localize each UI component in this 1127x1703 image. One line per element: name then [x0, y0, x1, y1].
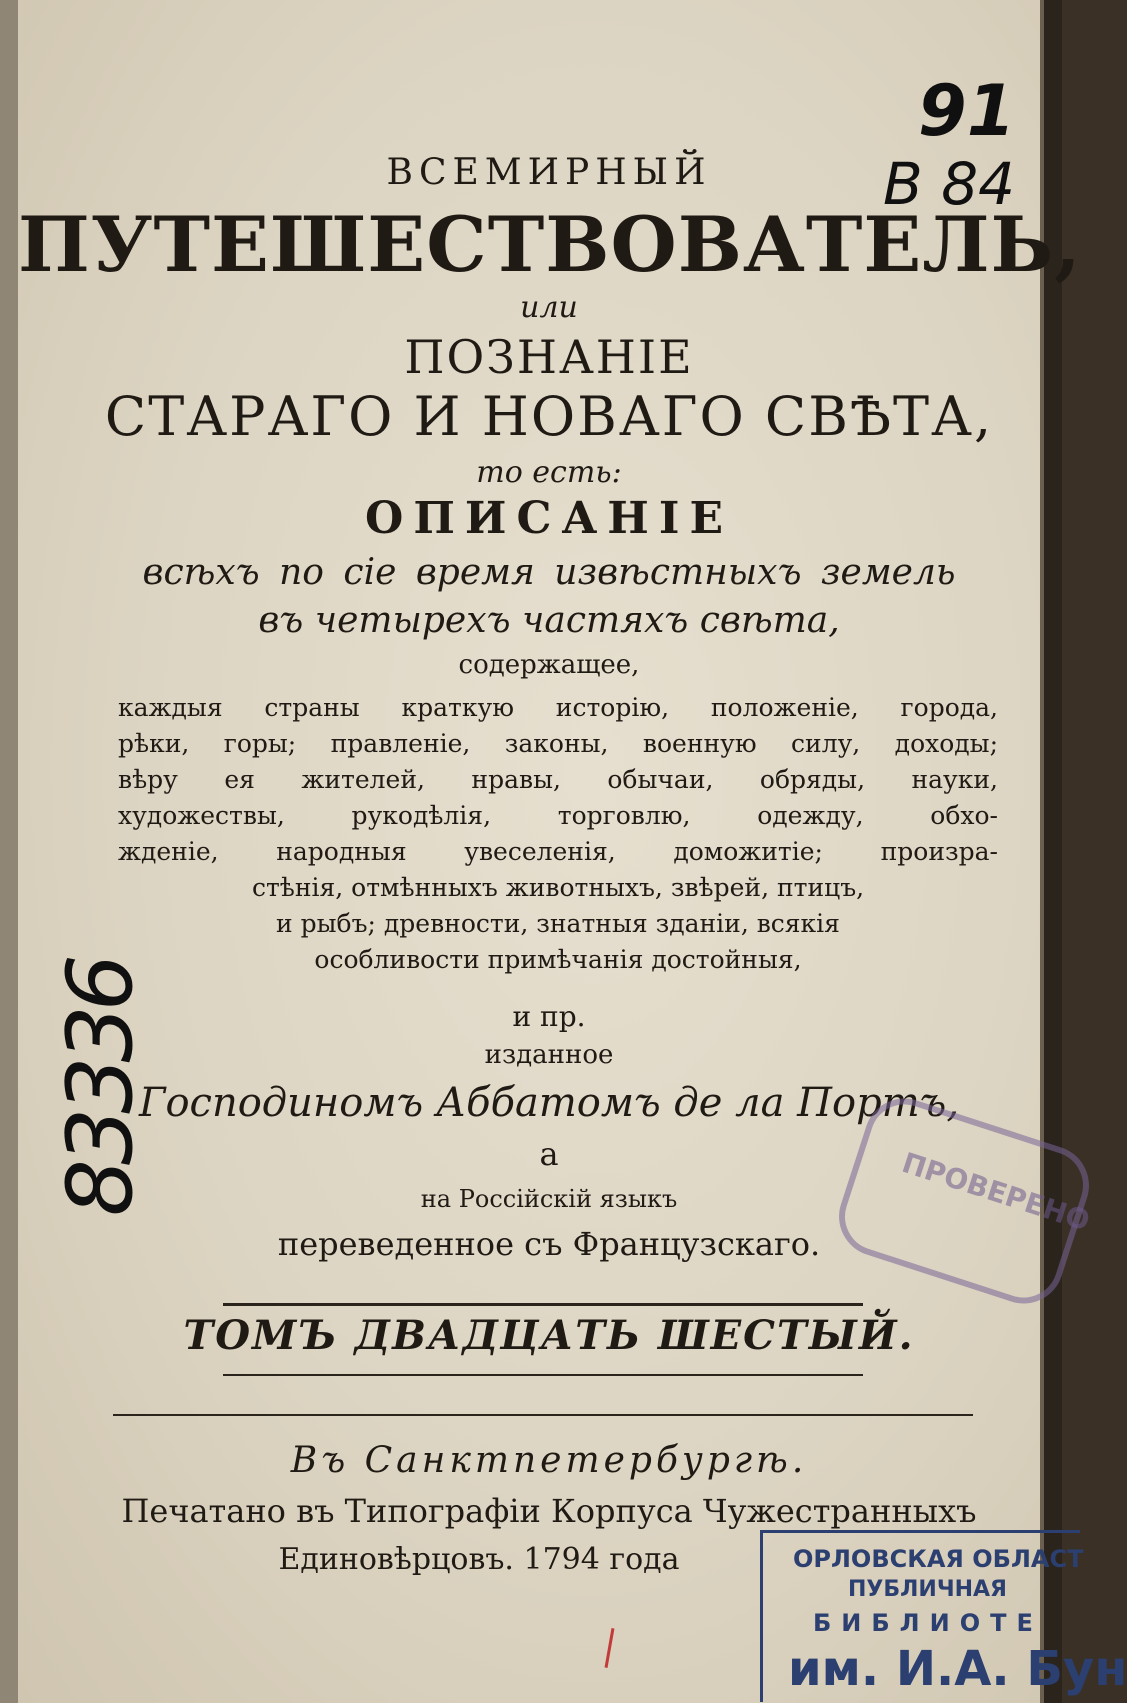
- title-puteshestvovatel: ПУТЕШЕСТВОВАТЕЛЬ,: [18, 200, 1082, 289]
- imprint-printer: Печатано въ Типографіи Корпуса Чужестранныхъ: [121, 1492, 977, 1530]
- title-vsemirny: ВСЕМИРНЫЙ: [386, 152, 712, 193]
- title-poznanie: ПОЗНАНІЕ: [404, 330, 694, 384]
- handwritten-shelf-code: В 84: [883, 150, 1016, 218]
- subtitle-soderzhashchee: содержащее,: [458, 650, 640, 680]
- rule-above-volume: [223, 1303, 863, 1306]
- contents-description: [118, 690, 998, 978]
- description-line: вѣру ея жителей, нравы, обычаи, обряды, науки,: [118, 765, 998, 794]
- translated-line: переведенное съ Французскаго.: [277, 1225, 821, 1263]
- title-starago: СТАРАГО И НОВАГО СВѢТА,: [104, 385, 994, 448]
- library-stamp-line: ОРЛОВСКАЯ ОБЛАСТ: [793, 1545, 1084, 1573]
- volume-title: ТОМЪ ДВАДЦАТЬ ШЕСТЫЙ.: [183, 1312, 915, 1359]
- description-line: художествы, рукодѣлія, торговлю, одежду, обхо-: [118, 801, 998, 830]
- title-ili: или: [520, 290, 578, 325]
- red-pencil-mark: [605, 1628, 615, 1668]
- and-so-on: и пр.: [512, 1000, 586, 1033]
- author-line: Господиномъ Аббатомъ де ла Портъ,: [138, 1080, 960, 1126]
- title-to-est: то есть:: [476, 455, 622, 490]
- library-stamp-line: БИБЛИОТЕ: [813, 1609, 1043, 1637]
- library-stamp-line: им. И.А. Бун: [788, 1641, 1127, 1697]
- published-by-label: изданное: [484, 1040, 614, 1070]
- title-opisanie: ОПИСАНІЕ: [365, 493, 733, 544]
- description-line: рѣки, горы; правленіе, законы, военную силу, доходы;: [118, 729, 998, 758]
- subtitle-vseh: всѣхъ по сіе время извѣстныхъ земель: [142, 552, 956, 593]
- subtitle-chetyreh: въ четырехъ частяхъ свѣта,: [258, 600, 840, 641]
- inventory-number: 83336: [48, 960, 153, 1217]
- description-line: каждыя страны краткую исторію, положеніе, города,: [118, 693, 998, 722]
- conjunction-a: а: [539, 1135, 559, 1173]
- library-stamp: [760, 1530, 1127, 1702]
- description-line: особливости примѣчанія достойныя,: [314, 945, 802, 974]
- imprint-year: Единовѣрцовъ. 1794 года: [278, 1542, 680, 1577]
- imprint-city: Въ Санктпетербургѣ.: [290, 1440, 808, 1481]
- verified-stamp-text: ПРОВЕРЕНО: [898, 1146, 1094, 1238]
- description-line: жденіе, народныя увеселенія, доможитіе; произра-: [118, 837, 998, 866]
- library-stamp-line: ПУБЛИЧНАЯ: [848, 1577, 1007, 1602]
- rule-above-imprint: [113, 1414, 973, 1416]
- russian-language-line: на Россійскій языкъ: [420, 1185, 678, 1213]
- handwritten-number: 91: [918, 70, 1016, 152]
- description-line: стѣнія, отмѣнныхъ животныхъ, звѣрей, птицъ,: [251, 873, 865, 902]
- rule-below-volume: [223, 1374, 863, 1376]
- description-line: и рыбъ; древности, знатныя зданіи, всякія: [276, 909, 840, 938]
